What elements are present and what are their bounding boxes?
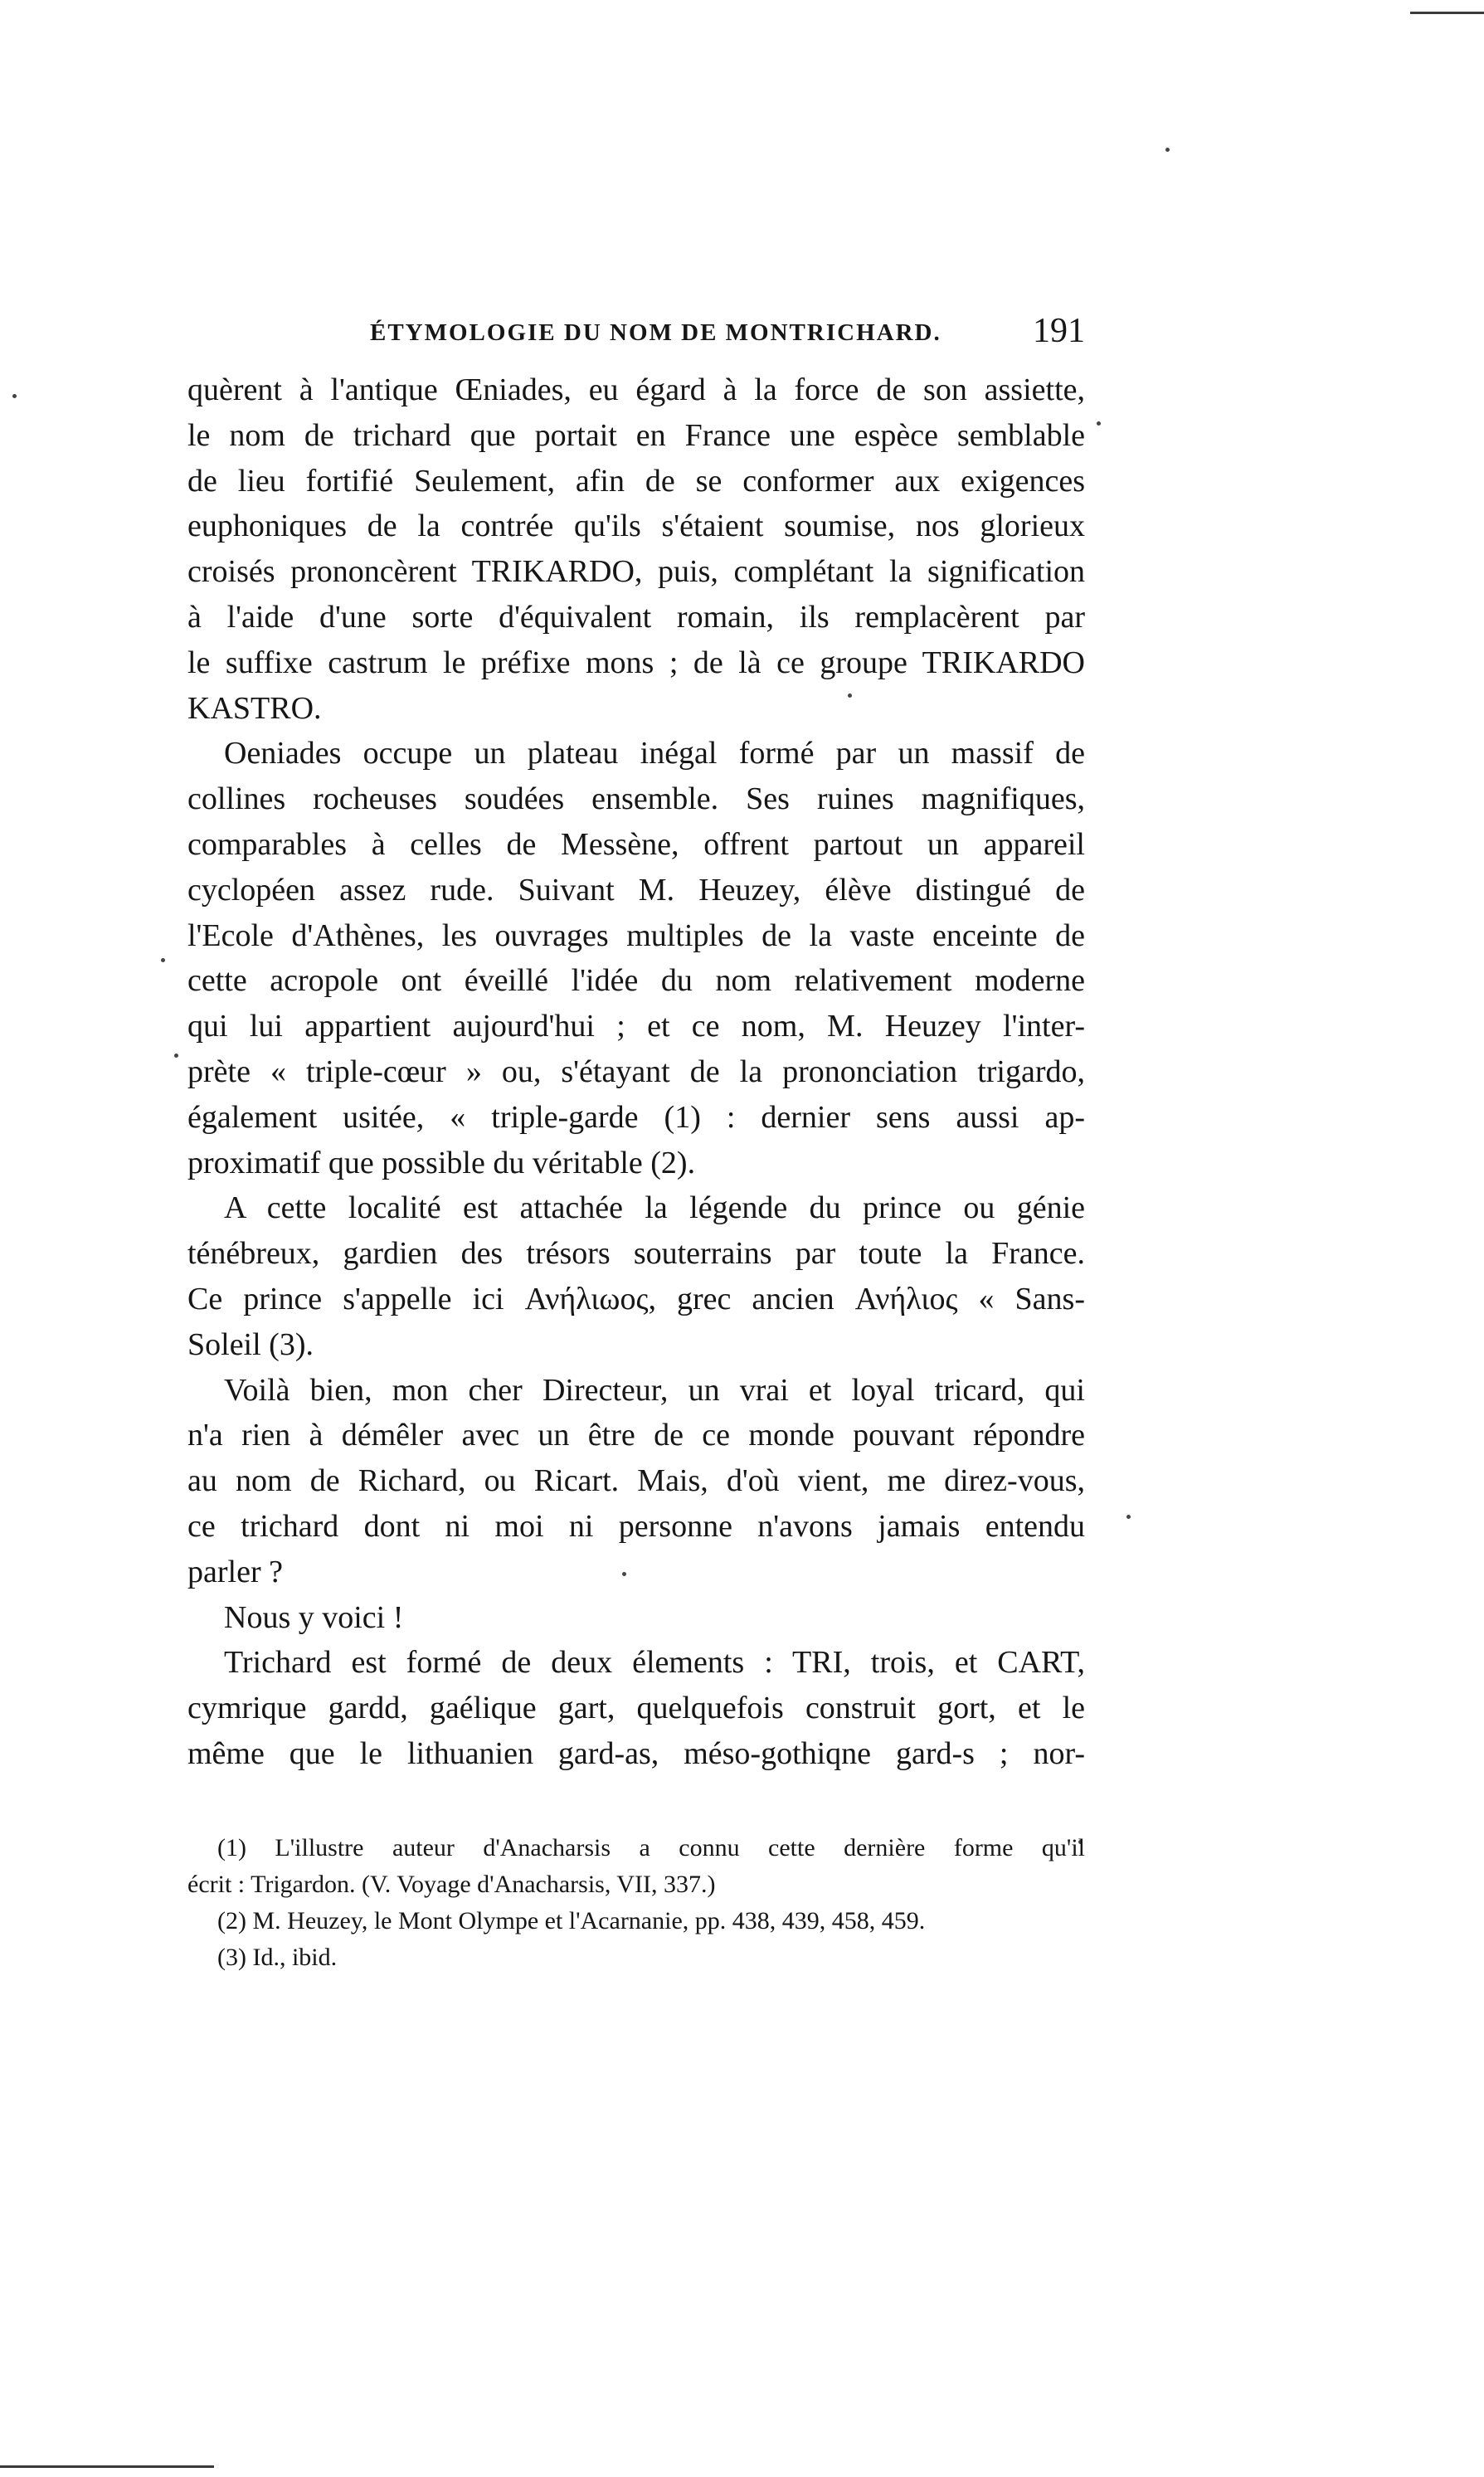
ink-speck: [1165, 148, 1170, 152]
text-line: le suffixe castrum le préfixe mons ; de là ce groupe TRIKARDO: [187, 645, 1085, 680]
body-text: [187, 367, 1085, 1777]
footnote-line: (3) Id., ibid.: [217, 1943, 338, 1971]
text-line: également usitée, « triple-garde (1) : dernier sens aussi ap-: [187, 1099, 1085, 1135]
text-line: proximatif que possible du véritable (2).: [187, 1145, 696, 1180]
ink-speck: [12, 394, 17, 398]
text-line: de lieu fortifié Seulement, afin de se conformer aux exigences: [187, 463, 1085, 499]
ink-speck: [161, 958, 165, 962]
text-line: même que le lithuanien gard-as, méso-gothiqne gard-s ; nor-: [187, 1735, 1085, 1771]
text-line: A cette localité est attachée la légende du prince ou génie: [224, 1190, 1085, 1226]
ink-speck: [1126, 1515, 1131, 1519]
text-line: comparables à celles de Messène, offrent partout un appareil: [187, 826, 1085, 862]
text-line: parler ?: [187, 1554, 283, 1589]
running-title: ÉTYMOLOGIE DU NOM DE MONTRICHARD.: [370, 319, 941, 346]
text-line: collines rocheuses soudées ensemble. Ses ruines magnifiques,: [187, 781, 1085, 817]
text-line: au nom de Richard, ou Ricart. Mais, d'où vient, me direz-vous,: [187, 1463, 1085, 1499]
text-line: euphoniques de la contrée qu'ils s'étaient soumise, nos glorieux: [187, 509, 1085, 544]
footnotes: [187, 1830, 1085, 1976]
text-line: ce trichard dont ni moi ni personne n'avons jamais entendu: [187, 1508, 1085, 1544]
text-line: Oeniades occupe un plateau inégal formé par un massif de: [224, 736, 1085, 771]
bottom-edge-rule: [0, 2465, 214, 2468]
text-line: prète « triple-cœur » ou, s'étayant de la prononciation trigardo,: [187, 1054, 1085, 1089]
text-line: à l'aide d'une sorte d'équivalent romain, ils remplacèrent par: [187, 599, 1085, 635]
text-line: le nom de trichard que portait en France une espèce semblable: [187, 417, 1085, 453]
text-line: Soleil (3).: [187, 1326, 314, 1362]
text-line: Voilà bien, mon cher Directeur, un vrai et loyal tricard, qui: [224, 1372, 1085, 1408]
text-line: qui lui appartient aujourd'hui ; et ce nom, M. Heuzey l'inter-: [187, 1009, 1085, 1044]
ink-speck: [1097, 421, 1101, 426]
footnote-line: écrit : Trigardon. (V. Voyage d'Anacharsis, VII, 337.): [187, 1870, 716, 1898]
footnote-line: (1) L'illustre auteur d'Anacharsis a connu cette dernière forme qu'il: [217, 1833, 1085, 1861]
ink-speck: [174, 1054, 178, 1058]
book-page: [187, 311, 1085, 1976]
text-line: l'Ecole d'Athènes, les ouvrages multiples de la vaste enceinte de: [187, 917, 1085, 953]
footnote-line: (2) M. Heuzey, le Mont Olympe et l'Acarnanie, pp. 438, 439, 458, 459.: [217, 1906, 926, 1934]
page-number: 191: [1033, 312, 1085, 350]
text-line: cyclopéen assez rude. Suivant M. Heuzey, élève distingué de: [187, 872, 1085, 908]
text-line: cymrique gardd, gaélique gart, quelquefois construit gort, et le: [187, 1691, 1085, 1726]
text-line: Trichard est formé de deux élements : TRI, trois, et CART,: [224, 1645, 1085, 1681]
text-line: croisés prononcèrent TRIKARDO, puis, complétant la signification: [187, 554, 1085, 590]
text-line: Ce prince s'appelle ici Ανήλιωος, grec ancien Ανήλιος « Sans-: [187, 1281, 1085, 1316]
running-head: [187, 311, 1085, 361]
top-edge-rule: [1410, 12, 1484, 14]
text-line: n'a rien à démêler avec un être de ce monde pouvant répondre: [187, 1418, 1085, 1453]
text-line: cette acropole ont éveillé l'idée du nom relativement moderne: [187, 963, 1085, 999]
text-line: ténébreux, gardien des trésors souterrains par toute la France.: [187, 1236, 1085, 1272]
text-line: quèrent à l'antique Œniades, eu égard à la force de son assiette,: [187, 372, 1085, 407]
text-line: KASTRO.: [187, 690, 322, 726]
text-line: Nous y voici !: [224, 1599, 404, 1635]
